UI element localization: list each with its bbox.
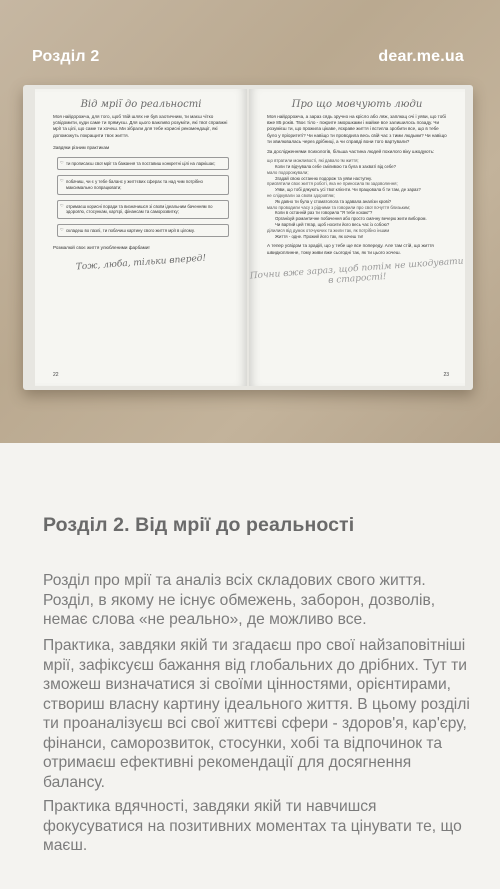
practice-box: ♡ побачиш, чи є у тебе баланс у життєвих сферах та над чим потрібно максимально попрацювати;: [57, 175, 229, 194]
left-page-closing: Розмалюй своє життя улюбленими фарбами!: [53, 245, 150, 251]
description-paragraph-2: Практика, завдяки якій ти згадаєш про свої найзаповітніші мрії, зафіксуєш бажання від глобальних до дрібних. Тут ти зможеш визначатися зі своїми цінностями, орієнтирами, створиш власну картину ідеального життя. В цьому розділі ти проаналізуєш всі свої життєві сфери - здоров'я, кар'єру, фінанси, саморозвиток, стосунки, хобі та відпочинок та отримаєш ефективні рекомендації для досягнення балансу.: [43, 637, 470, 791]
regrets-list: [249, 155, 465, 239]
site-name: dear.me.ua: [378, 48, 464, 65]
section-heading: Розділ 2. Від мрії до реальності: [43, 514, 355, 536]
right-page: [249, 89, 465, 386]
hero-header: [32, 48, 464, 66]
description-paragraph-3: Практика вдячності, завдяки якій ти навчишся фокусуватися на позитивних моментах та цінувати те, що маєш.: [43, 798, 462, 854]
right-page-signature: Почни вже зараз, щоб потім не шкодувати в старості!: [249, 256, 464, 286]
left-page: [35, 89, 247, 386]
left-page-intro: Моя найдорожча, для того, щоб твій шлях не був хаотичним, ти маєш чітко усвідомити, куди саме ти прямуєш. Для цього важливо розуміти, які твої справжні мрії та цілі, що саме ти хочеш. Ми зібрали для тебе корисні рекомендації, які допоможуть покращити твоє життя.: [53, 114, 228, 138]
regret-answer: Уяви, що тобі дякують усі твої клієнти. Чи працювала б ти там, де зараз?: [275, 187, 421, 193]
regret-answer: Організуй романтичне побачення або просто смачну вечерю жити вибором.: [275, 216, 427, 222]
open-book: [23, 85, 473, 390]
regret-item: присвятили своє життя роботі, яка не приносила їм задоволення;: [267, 181, 398, 187]
regret-answer: Життя - одне. Прожий його так, як хочеш ти!: [275, 233, 364, 239]
page-number-left: 22: [53, 372, 59, 378]
section-label: Розділ 2: [32, 48, 100, 65]
regret-item: мало проводили часу з рідними та говорили про свої почуття близьким;: [267, 204, 411, 210]
left-page-signature: Тож, люба, тільки вперед!: [75, 253, 207, 273]
regret-answer: Чи вартий цей тягар, щоб носити його весь час із собою?: [275, 221, 390, 227]
regret-item: що втратили можливості, які давало їм життя;: [267, 158, 359, 164]
regret-item: ділилися від думок оточуючих та жили так, як потрібно іншим: [267, 227, 390, 233]
right-page-closing: А тепер усвідом та зрадій, що у тебе ще все попереду. Але там стій, що життя швидкоплинне, тому живи вже сьогодні так, як ти цього хочеш.: [267, 243, 434, 255]
practice-box: ♡ отримаєш корисні поради та визначишся зі своїм ідеальним баченням по здоров'ю, стосункам, кар'єрі, фінансам та саморозвитку;: [57, 200, 229, 219]
description-section: [0, 443, 500, 889]
right-page-study: За дослідженнями психологів, більша частина людей похилого віку шкодують:: [267, 149, 435, 155]
hero-image: [0, 0, 500, 443]
regret-answer: Коли ти відчувала себе сміливою та була в захваті від себе?: [275, 164, 397, 170]
regret-item: не слідкували за своїм здоров'ям;: [267, 193, 335, 198]
right-page-intro: Моя найдорожча, а зараз сядь зручно на крісло або ляж, заплющ очі і уяви, що тобі вже 85 років. Твоє тіло - покрите зморшками і майже все залишилось позаду. Чи розумієш ти, що прожила цікаве, яскраве життя і встигла зробити все, що в тебе було у пріоритеті? Чи навіщо ти проводила весь свій час з тими людьми? Чи навіщо ти хвилювалась через дрібниці, а чи справді вони того вартували?: [267, 114, 447, 144]
practice-box: ♡ складеш во пазлі, ти побачиш картину свого життя мрії в цілому.: [57, 224, 229, 238]
description-paragraph-1: Розділ про мрії та аналіз всіх складових свого життя. Розділ, в якому не існує обмежень, заборон, дозволів, немає слова «не реально», де можливо все.: [43, 572, 436, 628]
left-page-title: Від мрії до реальності: [80, 99, 202, 110]
regret-answer: Згадай свою останню подорож та уяви наступну.: [275, 175, 372, 181]
page-number-right: 23: [443, 372, 449, 378]
regret-item: мало подорожували;: [267, 169, 309, 175]
right-page-title: Про що мовчують люди: [291, 99, 423, 110]
practice-box: ♡ ти прописаєш свої мрії та бажання та поставиш конкретні цілі на ларкішає;: [57, 157, 229, 171]
regret-answer: Коли в останній раз ти говорила "Я тебе кохаю"?: [275, 210, 373, 216]
regret-answer: Як давно ти була у стоматолога та здавала аналізи крові?: [275, 198, 392, 204]
practices-heading: Завдяки різним практикам: [53, 144, 110, 150]
